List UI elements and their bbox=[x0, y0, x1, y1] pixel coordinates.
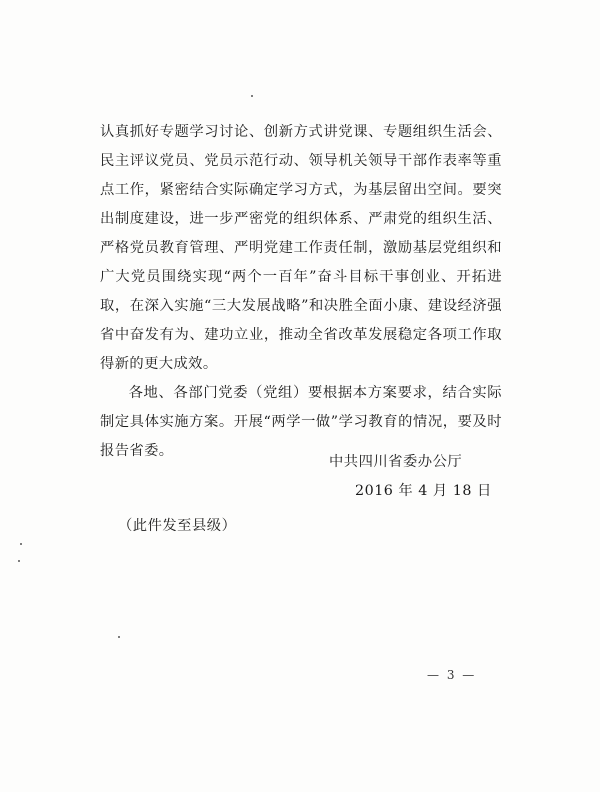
issue-date: 2016 年 4 月 18 日 bbox=[355, 483, 492, 499]
issuing-organization: 中共四川省委办公厅 bbox=[329, 454, 463, 470]
scan-speck bbox=[118, 636, 120, 638]
paragraph-continuation: 认真抓好专题学习讨论、创新方式讲党课、专题组织生活会、民主评议党员、党员示范行动、领导机关领导干部作表率等重点工作，紧密结合实际确定学习方式，为基层留出空间。要突出制度建设，进一步严密党的组织体系、严肃党的组织生活、严格党员教育管理、严明党建工作责任制，激励基层党组织和广大党员围绕实现“两个一百年”奋斗目标干事创业、开拓进取，在深入实施“三大发展战略”和决胜全面小康、建设经济强省中奋发有为、建功立业，推动全省改革发展稳定各项工作取得新的更大成效。 bbox=[100, 124, 502, 372]
distribution-note: （此件发至县级） bbox=[118, 518, 237, 534]
document-body bbox=[100, 118, 502, 466]
page-number: — 3 — bbox=[427, 668, 477, 682]
paragraph-implementation: 各地、各部门党委（党组）要根据本方案要求，结合实际制定具体实施方案。开展“两学一做”学习教育的情况，要及时报告省委。 bbox=[100, 385, 502, 459]
scan-speck bbox=[251, 95, 253, 97]
scan-speck bbox=[18, 560, 20, 562]
scan-speck bbox=[20, 543, 22, 545]
signature-block bbox=[323, 448, 492, 506]
